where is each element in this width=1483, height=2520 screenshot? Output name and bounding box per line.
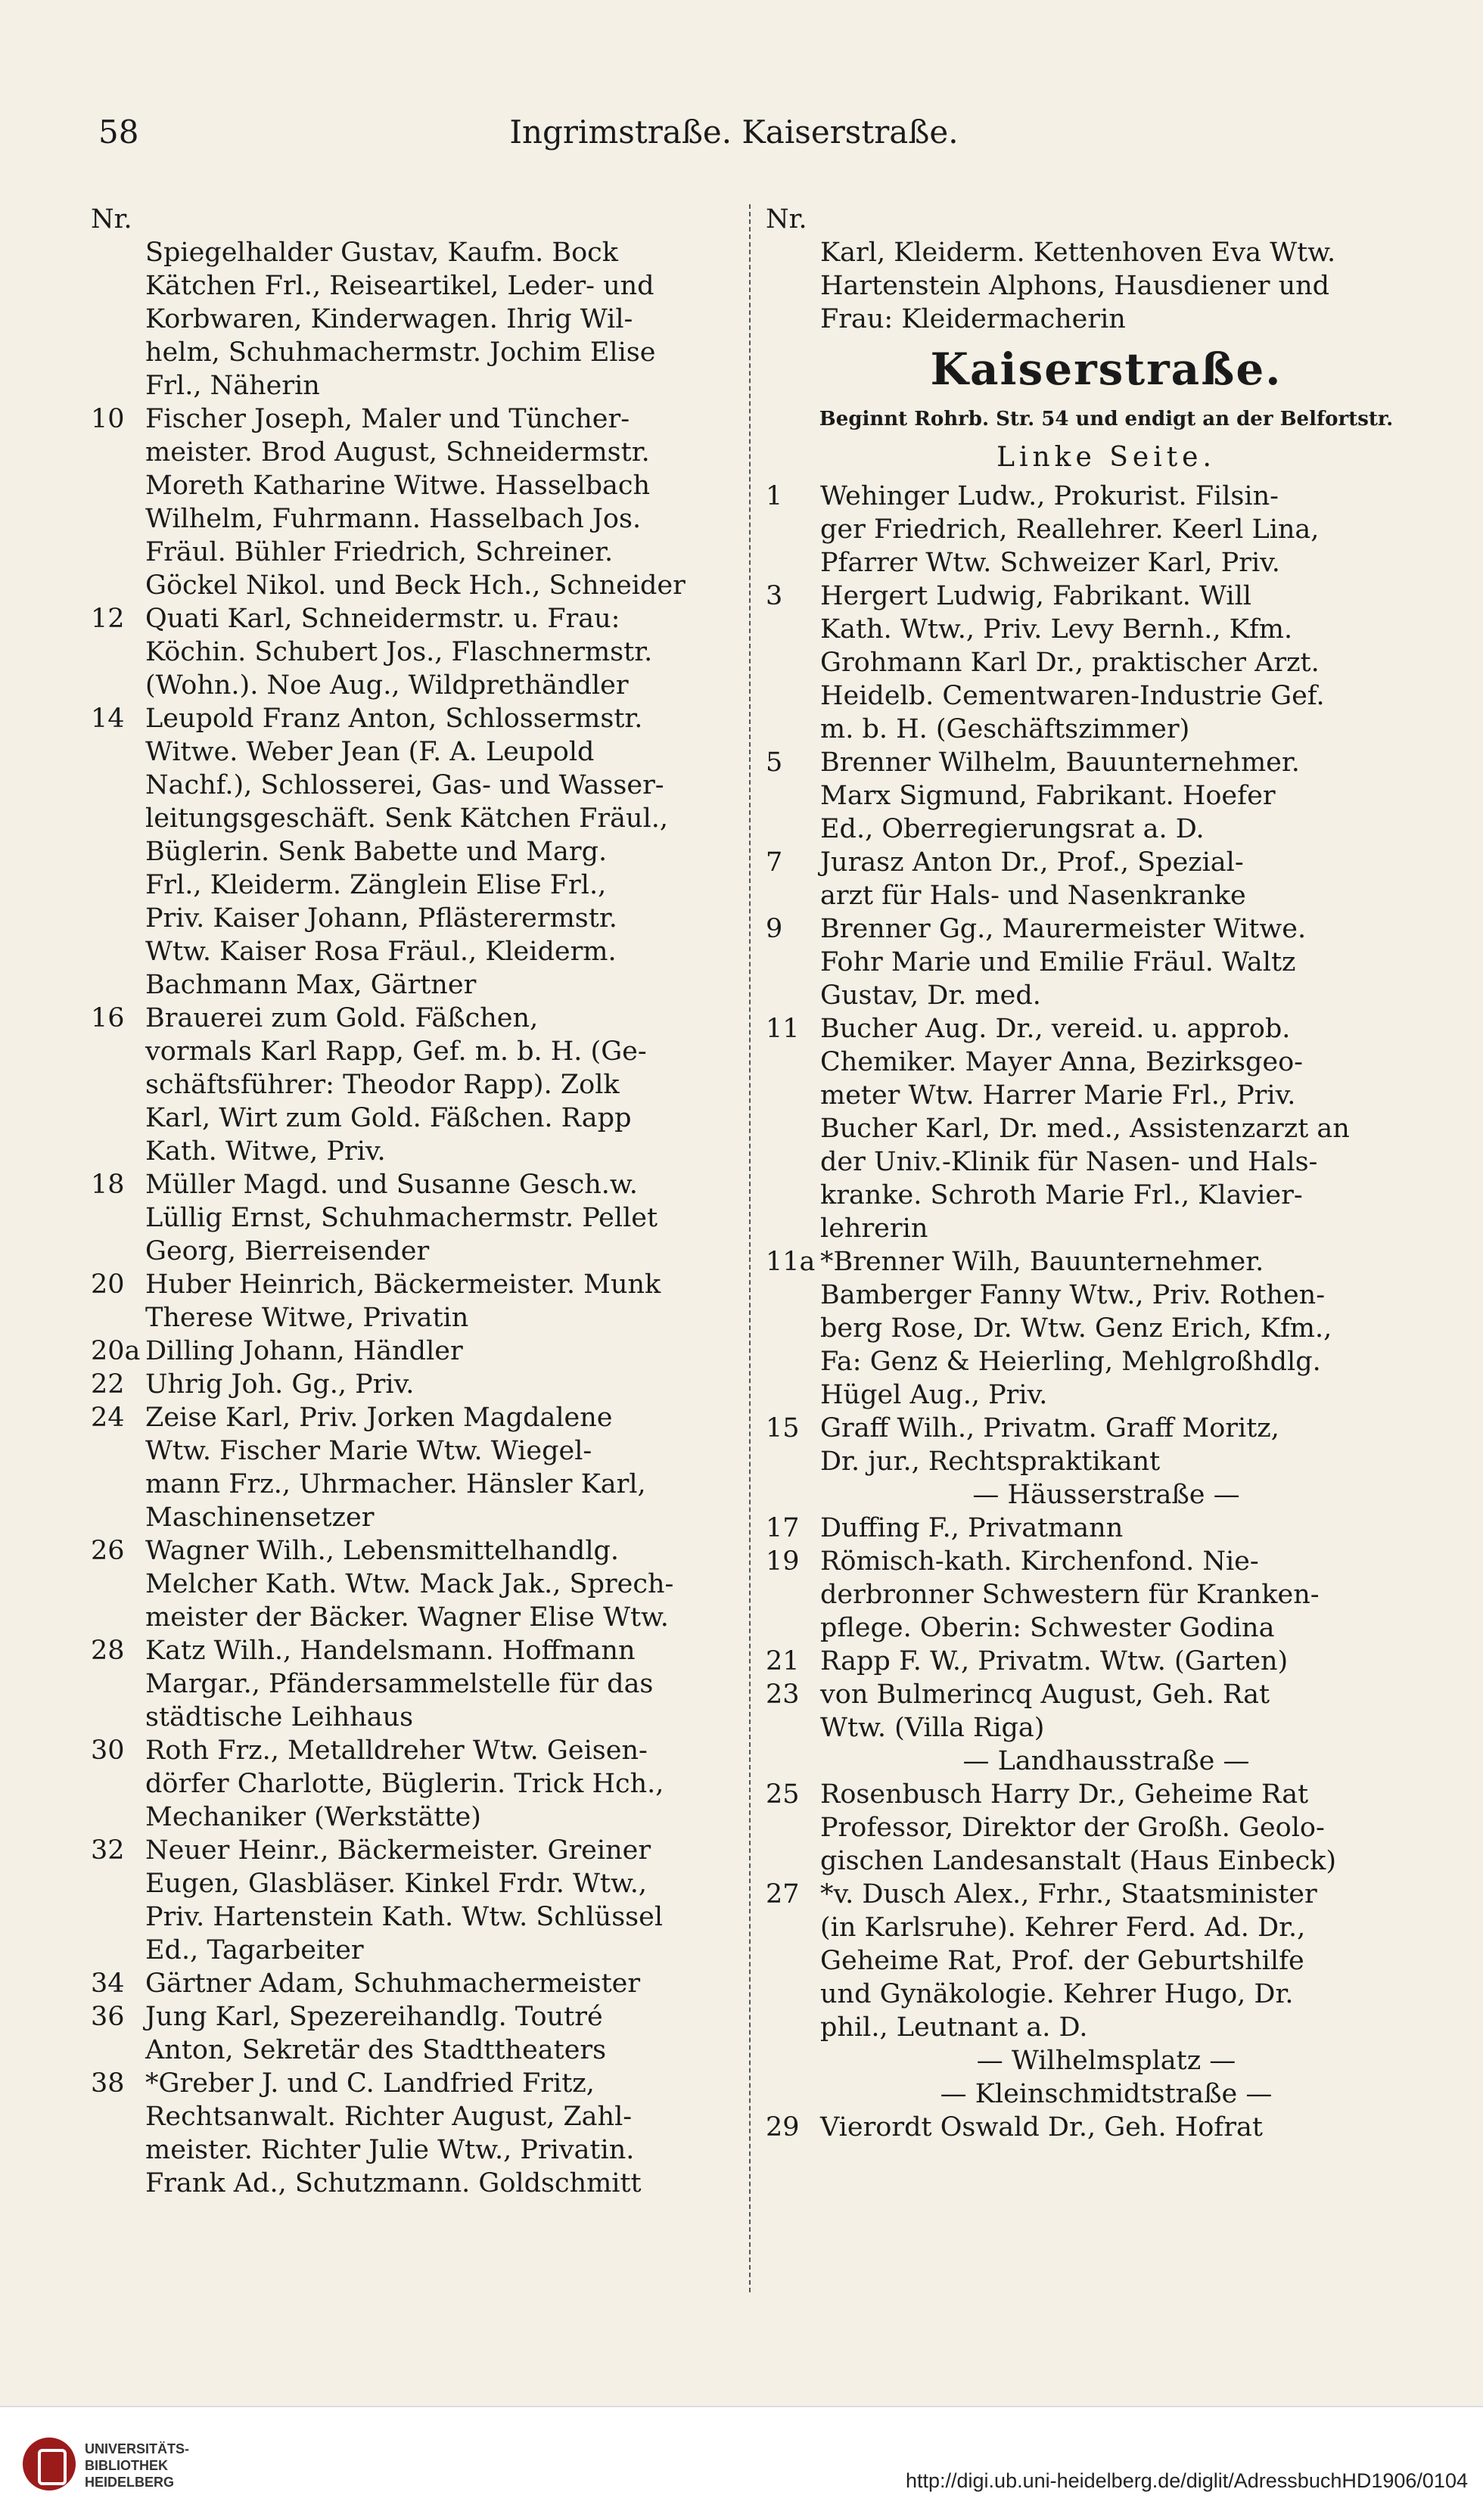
- entry-text: Bamberger Fanny Wtw., Priv. Rothen-: [820, 1280, 1326, 1310]
- directory-line: [91, 802, 742, 835]
- house-number: 1: [766, 481, 783, 511]
- directory-line: [766, 1345, 1447, 1378]
- entry-text: Eugen, Glasbläser. Kinkel Frdr. Wtw.,: [145, 1869, 648, 1899]
- entry-text: Gustav, Dr. med.: [820, 980, 1041, 1011]
- directory-line: [91, 2000, 742, 2034]
- directory-line: [766, 1678, 1447, 1711]
- directory-line: [766, 1878, 1447, 1911]
- directory-line: [91, 1002, 742, 1035]
- directory-line: [766, 1046, 1447, 1079]
- entry-text: Priv. Hartenstein Kath. Wtw. Schlüssel: [145, 1902, 664, 1932]
- entry-text: Fischer Joseph, Maler und Tüncher-: [145, 404, 630, 434]
- directory-line: [91, 1102, 742, 1135]
- directory-line: [766, 303, 1447, 336]
- house-number: 9: [766, 914, 783, 944]
- directory-line: [766, 2111, 1447, 2144]
- directory-line: [91, 369, 742, 402]
- directory-line: [766, 1978, 1447, 2011]
- entry-text: meister. Brod August, Schneidermstr.: [145, 437, 650, 468]
- entry-text: Anton, Sekretär des Stadttheaters: [145, 2035, 607, 2065]
- directory-line: [91, 1168, 742, 1201]
- directory-line: [91, 2034, 742, 2067]
- directory-line: [91, 1801, 742, 1834]
- directory-line: [766, 1711, 1447, 1745]
- entry-text: Bucher Aug. Dr., vereid. u. approb.: [820, 1014, 1291, 1044]
- directory-line: [91, 436, 742, 469]
- directory-line: [766, 1112, 1447, 1145]
- entry-text: *Brenner Wilh, Bauunternehmer.: [820, 1247, 1264, 1277]
- entry-text: Professor, Direktor der Großh. Geolo-: [820, 1813, 1325, 1843]
- directory-line: [766, 1312, 1447, 1345]
- entry-text: Kath. Wtw., Priv. Levy Bernh., Kfm.: [820, 614, 1293, 645]
- entry-text: Karl, Kleiderm. Kettenhoven Eva Wtw.: [820, 238, 1336, 268]
- directory-line: [766, 979, 1447, 1012]
- directory-line: [91, 569, 742, 602]
- right-column: [766, 203, 1447, 2144]
- directory-line: [91, 635, 742, 669]
- entry-text: Brauerei zum Gold. Fäßchen,: [145, 1003, 539, 1033]
- house-number: 22: [91, 1369, 125, 1400]
- directory-line: [766, 1944, 1447, 1978]
- house-number: 27: [766, 1879, 800, 1909]
- entry-text: Marx Sigmund, Fabrikant. Hoefer: [820, 781, 1276, 811]
- entry-text: helm, Schuhmachermstr. Jochim Elise: [145, 337, 656, 368]
- entry-text: (Wohn.). Noe Aug., Wildprethändler: [145, 670, 629, 701]
- directory-line: [91, 1967, 742, 2000]
- directory-line: [766, 2011, 1447, 2044]
- directory-line: [91, 1201, 742, 1235]
- house-number: 19: [766, 1546, 800, 1577]
- directory-line: [91, 1534, 742, 1568]
- street-heading: Kaiserstraße.: [930, 343, 1282, 395]
- directory-line: [91, 402, 742, 436]
- directory-line: [766, 1911, 1447, 1944]
- entry-text: Witwe. Weber Jean (F. A. Leupold: [145, 737, 595, 767]
- directory-line: [766, 779, 1447, 813]
- entry-text: Ed., Oberregierungsrat a. D.: [820, 814, 1205, 844]
- page-header: [98, 113, 1370, 166]
- directory-line: [766, 480, 1447, 513]
- entry-text: und Gynäkologie. Kehrer Hugo, Dr.: [820, 1979, 1294, 2009]
- entry-text: arzt für Hals- und Nasenkranke: [820, 881, 1246, 911]
- house-number: 32: [91, 1835, 125, 1866]
- house-number: 5: [766, 747, 783, 778]
- entry-text: — Kleinschmidtstraße —: [940, 2079, 1273, 2109]
- directory-line: [766, 1645, 1447, 1678]
- directory-line: [91, 1135, 742, 1168]
- entry-text: Fräul. Bühler Friedrich, Schreiner.: [145, 537, 614, 567]
- directory-line: [91, 702, 742, 735]
- entry-text: Hartenstein Alphons, Hausdiener und: [820, 271, 1330, 301]
- house-number: 10: [91, 404, 125, 434]
- house-number: 14: [91, 704, 125, 734]
- directory-line: [91, 1301, 742, 1335]
- entry-text: Therese Witwe, Privatin: [145, 1303, 469, 1333]
- cross-street-marker: [766, 2044, 1447, 2077]
- entry-text: mann Frz., Uhrmacher. Hänsler Karl,: [145, 1469, 646, 1499]
- entry-text: Rapp F. W., Privatm. Wtw. (Garten): [820, 1646, 1289, 1676]
- directory-line: [91, 269, 742, 303]
- entry-text: Büglerin. Senk Babette und Marg.: [145, 837, 608, 867]
- house-number: 11: [766, 1014, 800, 1044]
- directory-line: [91, 1867, 742, 1900]
- page-footer: [0, 2406, 1483, 2520]
- entry-text: Moreth Katharine Witwe. Hasselbach: [145, 471, 651, 501]
- entry-text: — Landhausstraße —: [962, 1746, 1250, 1776]
- entry-text: Wtw. Fischer Marie Wtw. Wiegel-: [145, 1436, 592, 1466]
- left-column: [91, 203, 742, 2200]
- house-number: 36: [91, 2002, 125, 2032]
- entry-text: Brenner Gg., Maurermeister Witwe.: [820, 914, 1307, 944]
- entry-text: Leupold Franz Anton, Schlossermstr.: [145, 704, 643, 734]
- entry-text: m. b. H. (Geschäftszimmer): [820, 714, 1190, 744]
- house-number: 7: [766, 847, 783, 878]
- directory-line: [91, 1601, 742, 1634]
- directory-line: [766, 813, 1447, 846]
- house-number: 26: [91, 1536, 125, 1566]
- house-number: 29: [766, 2112, 800, 2142]
- directory-line: [766, 236, 1447, 269]
- entry-text: Nr.: [766, 204, 807, 235]
- entry-text: meister der Bäcker. Wagner Elise Wtw.: [145, 1602, 669, 1633]
- entry-text: der Univ.-Klinik für Nasen- und Hals-: [820, 1147, 1318, 1177]
- entry-text: Hergert Ludwig, Fabrikant. Will: [820, 581, 1251, 611]
- house-number: 15: [766, 1413, 800, 1443]
- directory-line: [766, 1079, 1447, 1112]
- entry-text: Brenner Wilhelm, Bauunternehmer.: [820, 747, 1300, 778]
- directory-line: [766, 1778, 1447, 1811]
- entry-text: Jung Karl, Spezereihandlg. Toutré: [145, 2002, 603, 2032]
- entry-text: Frau: Kleidermacherin: [820, 304, 1126, 334]
- directory-line: [766, 1279, 1447, 1312]
- house-number: 24: [91, 1403, 125, 1433]
- directory-line: [766, 1412, 1447, 1445]
- directory-line: [91, 1468, 742, 1501]
- directory-line: [91, 1834, 742, 1867]
- directory-line: [766, 1611, 1447, 1645]
- entry-text: Dilling Johann, Händler: [145, 1336, 463, 1366]
- entry-text: Fa: Genz & Heierling, Mehlgroßhdlg.: [820, 1347, 1321, 1377]
- entry-text: Maschinensetzer: [145, 1502, 375, 1533]
- house-number: 3: [766, 581, 783, 611]
- directory-line: [766, 1811, 1447, 1844]
- entry-text: Chemiker. Mayer Anna, Bezirksgeo-: [820, 1047, 1303, 1077]
- directory-line: [766, 846, 1447, 879]
- directory-line: [91, 769, 742, 802]
- directory-line: [91, 1035, 742, 1068]
- entry-text: Korbwaren, Kinderwagen. Ihrig Wil-: [145, 304, 633, 334]
- directory-line: [91, 1068, 742, 1102]
- directory-line: [766, 679, 1447, 713]
- directory-line: [766, 580, 1447, 613]
- entry-text: Geheime Rat, Prof. der Geburtshilfe: [820, 1946, 1304, 1976]
- entry-text: Pfarrer Wtw. Schweizer Karl, Priv.: [820, 548, 1280, 578]
- entry-text: Zeise Karl, Priv. Jorken Magdalene: [145, 1403, 613, 1433]
- directory-line: [91, 935, 742, 968]
- entry-text: Kätchen Frl., Reiseartikel, Leder- und: [145, 271, 654, 301]
- entry-text: Neuer Heinr., Bäckermeister. Greiner: [145, 1835, 651, 1866]
- directory-line: [91, 303, 742, 336]
- directory-line: [766, 1179, 1447, 1212]
- entry-text: Göckel Nikol. und Beck Hch., Schneider: [145, 570, 686, 601]
- entry-text: Rosenbusch Harry Dr., Geheime Rat: [820, 1779, 1309, 1810]
- entry-text: ger Friedrich, Reallehrer. Keerl Lina,: [820, 514, 1320, 545]
- directory-line: [766, 1578, 1447, 1611]
- entry-text: Margar., Pfändersammelstelle für das: [145, 1669, 654, 1699]
- house-number: 11a: [766, 1247, 816, 1277]
- directory-line: [91, 1401, 742, 1434]
- directory-line: [766, 912, 1447, 946]
- entry-text: Wehinger Ludw., Prokurist. Filsin-: [820, 481, 1279, 511]
- directory-line: [91, 669, 742, 702]
- house-number: 18: [91, 1170, 125, 1200]
- library-name: UNIVERSITÄTS- BIBLIOTHEK HEIDELBERG: [85, 2441, 190, 2490]
- directory-line: [766, 1145, 1447, 1179]
- directory-line: [91, 1701, 742, 1734]
- directory-line: [766, 269, 1447, 303]
- house-number: 28: [91, 1636, 125, 1666]
- entry-text: Frl., Näherin: [145, 371, 320, 401]
- house-number: 12: [91, 604, 125, 634]
- cross-street-marker: [766, 2077, 1447, 2111]
- directory-line: [91, 502, 742, 536]
- directory-line: [766, 1512, 1447, 1545]
- directory-line: [91, 1900, 742, 1934]
- entry-text: Vierordt Oswald Dr., Geh. Hofrat: [820, 2112, 1263, 2142]
- directory-line: [766, 203, 1447, 236]
- directory-line: [766, 1844, 1447, 1878]
- source-link[interactable]: http://digi.ub.uni-heidelberg.de/diglit/AdressbuchHD1906/0104: [905, 2469, 1468, 2492]
- entry-text: *v. Dusch Alex., Frhr., Staatsminister: [820, 1879, 1317, 1909]
- entry-text: berg Rose, Dr. Wtw. Genz Erich, Kfm.,: [820, 1313, 1332, 1344]
- directory-line: [91, 336, 742, 369]
- entry-text: meter Wtw. Harrer Marie Frl., Priv.: [820, 1080, 1296, 1111]
- entry-text: gischen Landesanstalt (Haus Einbeck): [820, 1846, 1337, 1876]
- entry-text: *Greber J. und C. Landfried Fritz,: [145, 2068, 595, 2099]
- directory-line: [91, 2100, 742, 2133]
- directory-line: [91, 1268, 742, 1301]
- entry-text: Wilhelm, Fuhrmann. Hasselbach Jos.: [145, 504, 642, 534]
- entry-text: Heidelb. Cementwaren-Industrie Gef.: [820, 681, 1325, 711]
- house-number: 21: [766, 1646, 800, 1676]
- directory-line: [91, 1335, 742, 1368]
- directory-line: [766, 1445, 1447, 1478]
- entry-text: Römisch-kath. Kirchenfond. Nie-: [820, 1546, 1259, 1577]
- directory-line: [91, 1568, 742, 1601]
- entry-text: Dr. jur., Rechtspraktikant: [820, 1446, 1161, 1477]
- directory-line: [91, 236, 742, 269]
- directory-line: [91, 1434, 742, 1468]
- entry-text: leitungsgeschäft. Senk Kätchen Fräul.,: [145, 803, 669, 834]
- entry-text: Quati Karl, Schneidermstr. u. Frau:: [145, 604, 620, 634]
- entry-text: Mechaniker (Werkstätte): [145, 1802, 481, 1832]
- entry-text: Priv. Kaiser Johann, Pflästerermstr.: [145, 903, 617, 934]
- entry-text: Müller Magd. und Susanne Gesch.w.: [145, 1170, 638, 1200]
- entry-text: Rechtsanwalt. Richter August, Zahl-: [145, 2102, 633, 2132]
- directory-line: [766, 613, 1447, 646]
- entry-text: Huber Heinrich, Bäckermeister. Munk: [145, 1269, 661, 1300]
- entry-text: Nr.: [91, 204, 132, 235]
- directory-line: [91, 2133, 742, 2167]
- house-number: 20: [91, 1269, 125, 1300]
- directory-line: [91, 1767, 742, 1801]
- entry-text: derbronner Schwestern für Kranken-: [820, 1580, 1320, 1610]
- directory-line: [766, 1212, 1447, 1245]
- directory-line: [766, 546, 1447, 580]
- entry-text: Karl, Wirt zum Gold. Fäßchen. Rapp: [145, 1103, 632, 1133]
- entry-text: Wtw. (Villa Riga): [820, 1713, 1045, 1743]
- directory-line: [91, 2067, 742, 2100]
- directory-line: [91, 868, 742, 902]
- directory-line: [91, 1634, 742, 1667]
- directory-line: [91, 536, 742, 569]
- directory-line: [91, 1667, 742, 1701]
- entry-text: Ed., Tagarbeiter: [145, 1935, 364, 1965]
- entry-text: vormals Karl Rapp, Gef. m. b. H. (Ge-: [145, 1036, 647, 1067]
- directory-line: [91, 1235, 742, 1268]
- directory-line: [766, 746, 1447, 779]
- directory-line: [766, 879, 1447, 912]
- directory-line: [91, 968, 742, 1002]
- cross-street-marker: [766, 1478, 1447, 1512]
- entry-text: dörfer Charlotte, Büglerin. Trick Hch.,: [145, 1769, 664, 1799]
- street-description: Beginnt Rohrb. Str. 54 und endigt an der Belfortstr.: [819, 408, 1394, 430]
- directory-line: [91, 203, 742, 236]
- entry-text: — Wilhelmsplatz —: [976, 2046, 1236, 2076]
- entry-text: Köchin. Schubert Jos., Flaschnermstr.: [145, 637, 653, 667]
- entry-text: Melcher Kath. Wtw. Mack Jak., Sprech-: [145, 1569, 674, 1599]
- entry-text: Gärtner Adam, Schuhmachermeister: [145, 1968, 641, 1999]
- entry-text: meister. Richter Julie Wtw., Privatin.: [145, 2135, 635, 2165]
- house-number: 25: [766, 1779, 800, 1810]
- house-number: 17: [766, 1513, 800, 1543]
- entry-text: Jurasz Anton Dr., Prof., Spezial-: [820, 847, 1244, 878]
- side-heading: Linke Seite.: [996, 442, 1216, 473]
- directory-line: [766, 1378, 1447, 1412]
- directory-line: [91, 469, 742, 502]
- directory-line: [91, 1734, 742, 1767]
- right-column-continuation: [766, 203, 1447, 336]
- entry-text: Frl., Kleiderm. Zänglein Elise Frl.,: [145, 870, 607, 900]
- entry-text: Katz Wilh., Handelsmann. Hoffmann: [145, 1636, 636, 1666]
- house-number: 38: [91, 2068, 125, 2099]
- column-divider: [749, 204, 751, 2292]
- entry-text: (in Karlsruhe). Kehrer Ferd. Ad. Dr.,: [820, 1913, 1306, 1943]
- entry-text: Spiegelhalder Gustav, Kaufm. Bock: [145, 238, 618, 268]
- entry-text: Bucher Karl, Dr. med., Assistenzarzt an: [820, 1114, 1350, 1144]
- house-number: 20a: [91, 1336, 141, 1366]
- directory-line: [91, 1368, 742, 1401]
- page-number: 58: [98, 113, 139, 151]
- house-number: 30: [91, 1735, 125, 1766]
- entry-text: Wtw. Kaiser Rosa Fräul., Kleiderm.: [145, 937, 617, 967]
- directory-line: [91, 2167, 742, 2200]
- entry-text: städtische Leihhaus: [145, 1702, 414, 1732]
- directory-line: [91, 1934, 742, 1967]
- entry-text: Graff Wilh., Privatm. Graff Moritz,: [820, 1413, 1279, 1443]
- cross-street-marker: [766, 1745, 1447, 1778]
- house-number: 16: [91, 1003, 125, 1033]
- entry-text: pflege. Oberin: Schwester Godina: [820, 1613, 1275, 1643]
- directory-line: [766, 1012, 1447, 1046]
- entry-text: phil., Leutnant a. D.: [820, 2012, 1088, 2043]
- entry-text: Bachmann Max, Gärtner: [145, 970, 477, 1000]
- directory-line: [766, 1245, 1447, 1279]
- directory-line: [91, 735, 742, 769]
- house-number: 34: [91, 1968, 125, 1999]
- page-title: Ingrimstraße. Kaiserstraße.: [509, 113, 959, 151]
- house-number: 23: [766, 1679, 800, 1710]
- library-logo-icon: [23, 2438, 76, 2490]
- directory-line: [766, 946, 1447, 979]
- entry-text: Kath. Witwe, Priv.: [145, 1136, 386, 1167]
- entry-text: Nachf.), Schlosserei, Gas- und Wasser-: [145, 770, 664, 800]
- entry-text: lehrerin: [820, 1213, 928, 1244]
- entry-text: Roth Frz., Metalldreher Wtw. Geisen-: [145, 1735, 648, 1766]
- entry-text: von Bulmerincq August, Geh. Rat: [820, 1679, 1270, 1710]
- directory-line: [91, 602, 742, 635]
- entry-text: Uhrig Joh. Gg., Priv.: [145, 1369, 415, 1400]
- entry-text: Lüllig Ernst, Schuhmachermstr. Pellet: [145, 1203, 658, 1233]
- entry-text: Hügel Aug., Priv.: [820, 1380, 1048, 1410]
- entry-text: schäftsführer: Theodor Rapp). Zolk: [145, 1070, 620, 1100]
- entry-text: kranke. Schroth Marie Frl., Klavier-: [820, 1180, 1303, 1210]
- entry-text: Wagner Wilh., Lebensmittelhandlg.: [145, 1536, 620, 1566]
- entry-text: Georg, Bierreisender: [145, 1236, 430, 1266]
- entry-text: Grohmann Karl Dr., praktischer Arzt.: [820, 648, 1320, 678]
- directory-line: [766, 646, 1447, 679]
- entry-text: Duffing F., Privatmann: [820, 1513, 1124, 1543]
- entry-text: — Häusserstraße —: [972, 1480, 1240, 1510]
- kaiserstrasse-entries: [766, 480, 1447, 2144]
- directory-line: [766, 1545, 1447, 1578]
- directory-line: [766, 713, 1447, 746]
- entry-text: Fohr Marie und Emilie Fräul. Waltz: [820, 947, 1296, 977]
- directory-line: [91, 835, 742, 868]
- directory-line: [91, 1501, 742, 1534]
- entry-text: Frank Ad., Schutzmann. Goldschmitt: [145, 2168, 642, 2198]
- directory-line: [91, 902, 742, 935]
- directory-line: [766, 513, 1447, 546]
